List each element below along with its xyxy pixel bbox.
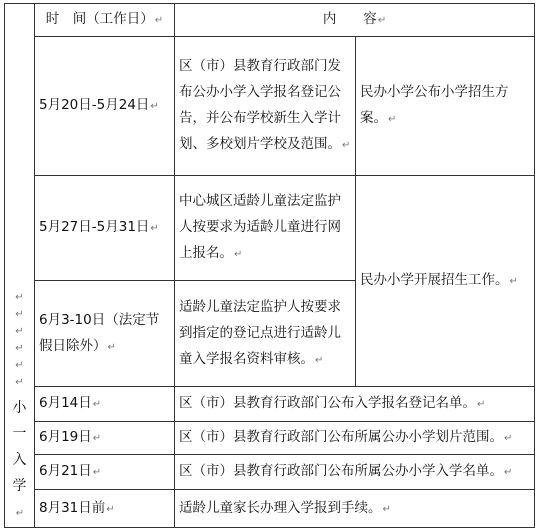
- enrollment-schedule-table: [4, 3, 535, 528]
- row-content: 适龄儿童法定监护人按要求到指定的登记点进行适龄儿童入学报名资料审核。↵: [175, 281, 356, 387]
- row-content: 区（市）县教育行政部门公布入学报名登记名单。↵: [175, 387, 535, 422]
- header-content: 内 容↵: [175, 4, 535, 37]
- side-paragraph-marks: ↵ ↵ ↵ ↵ ↵ ↵: [15, 292, 24, 388]
- row-date: 8月31日前↵: [35, 490, 175, 528]
- table-row: [5, 422, 535, 455]
- table-row: [5, 455, 535, 490]
- row-date: 6月14日↵: [35, 387, 175, 422]
- table-header-row: [5, 4, 535, 37]
- side-label-char: 学↵: [12, 478, 27, 519]
- side-label-char: 小: [12, 400, 27, 416]
- table-row: [5, 490, 535, 528]
- row-content: 区（市）县教育行政部门公布所属公办小学划片范围。↵: [175, 422, 535, 455]
- side-label-char: 一: [12, 426, 27, 442]
- row-content: 区（市）县教育行政部门公布所属公办小学入学名单。↵: [175, 455, 535, 490]
- row-date: 5月27日-5月31日↵: [35, 176, 175, 281]
- private-school-note: 民办小学开展招生工作。↵: [356, 176, 535, 387]
- row-date: 6月3-10日（法定节假日除外）↵: [35, 281, 175, 387]
- row-date: 5月20日-5月24日↵: [35, 37, 175, 176]
- side-label-cell: [5, 4, 35, 528]
- table-row: [5, 176, 535, 281]
- row-content: 中心城区适龄儿童法定监护人按要求为适龄儿童进行网上报名。↵: [175, 176, 356, 281]
- private-school-note: 民办小学公布小学招生方案。↵: [356, 37, 535, 176]
- side-label-char: 入: [12, 452, 27, 468]
- row-content: 适龄儿童家长办理入学报到手续。↵: [175, 490, 535, 528]
- table-row: [5, 387, 535, 422]
- table-row: [5, 37, 535, 176]
- row-content: 区（市）县教育行政部门发布公办小学入学报名登记公告，并公布学校新生入学计划、多校划片学校及范围。↵: [175, 37, 356, 176]
- row-date: 6月21日↵: [35, 455, 175, 490]
- header-time: 时 间（工作日）↵: [35, 4, 175, 37]
- row-date: 6月19日↵: [35, 422, 175, 455]
